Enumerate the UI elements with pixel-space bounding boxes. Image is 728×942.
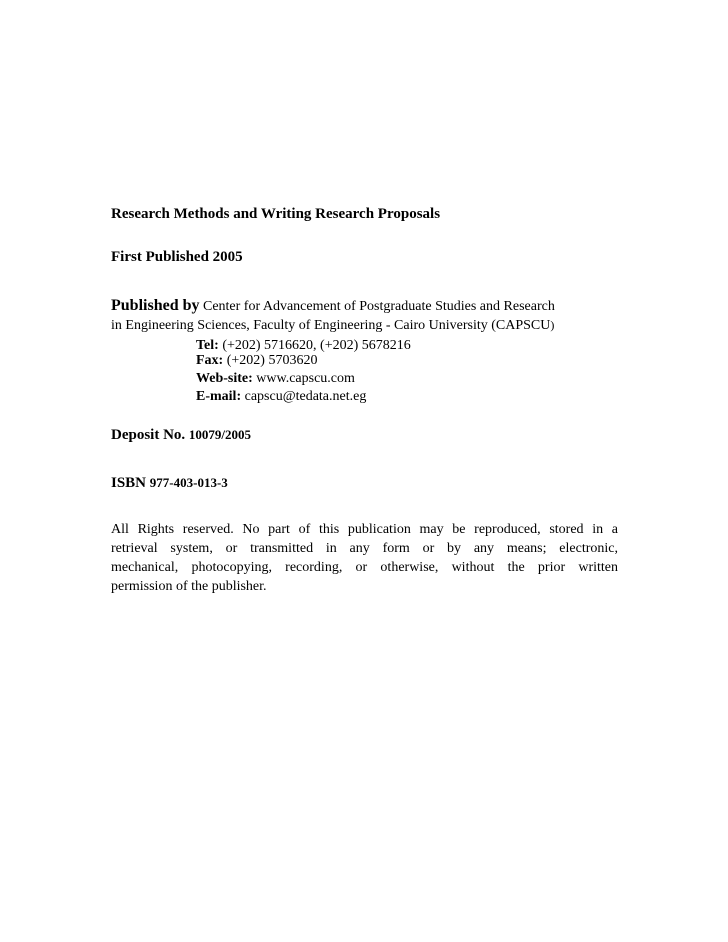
publisher-line-2-close: ) xyxy=(550,318,555,332)
publisher-block xyxy=(111,297,618,335)
isbn-value: 977-403-013-3 xyxy=(149,475,228,490)
contact-website xyxy=(196,370,355,388)
fax-label: Fax: xyxy=(196,353,224,368)
rights-statement xyxy=(111,520,618,596)
website-value: www.capscu.com xyxy=(256,371,355,386)
publisher-line-2: in Engineering Sciences, Faculty of Engineering - Cairo University (CAPSCU xyxy=(111,318,551,333)
deposit-number xyxy=(111,426,618,444)
rights-line: retrieval system, or transmitted in any form or by any means; electronic, xyxy=(111,541,618,556)
deposit-label: Deposit No. xyxy=(111,427,186,443)
website-label: Web-site: xyxy=(196,371,253,386)
rights-line: All Rights reserved. No part of this publication may be reproduced, stored in a xyxy=(111,522,618,537)
rights-line: permission of the publisher. xyxy=(111,579,267,594)
tel-label: Tel: xyxy=(196,338,219,353)
tel-value: (+202) 5716620, (+202) 5678216 xyxy=(222,338,411,353)
isbn xyxy=(111,474,618,492)
rights-line: mechanical, photocopying, recording, or otherwise, without the prior written xyxy=(111,560,618,575)
deposit-value: 10079/2005 xyxy=(188,427,252,442)
book-title: Research Methods and Writing Research Proposals xyxy=(111,206,441,222)
fax-value: (+202) 5703620 xyxy=(226,353,318,368)
published-by-label: Published by xyxy=(111,297,200,314)
email-value: capscu@tedata.net.eg xyxy=(244,389,367,404)
publisher-line-1: Center for Advancement of Postgraduate Studies and Research xyxy=(202,299,555,314)
contact-fax xyxy=(196,352,317,370)
email-label: E-mail: xyxy=(196,389,242,404)
contact-email xyxy=(196,388,366,406)
isbn-label: ISBN xyxy=(111,475,147,491)
first-published: First Published 2005 xyxy=(111,249,243,265)
